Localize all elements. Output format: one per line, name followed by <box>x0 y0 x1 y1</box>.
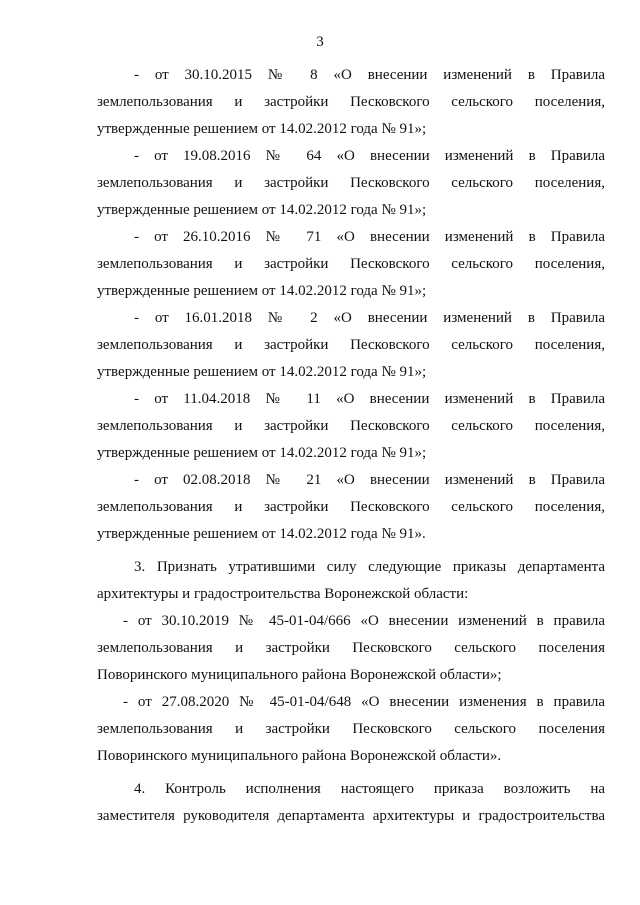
paragraph-line: архитектуры и градостроительства Воронежской области: <box>97 586 469 602</box>
entry-line: утвержденные решением от 14.02.2012 года № 91». <box>97 526 426 542</box>
page-number: 3 <box>316 34 324 50</box>
entry-line: утвержденные решением от 14.02.2012 года № 91»; <box>97 121 427 137</box>
amendment-entry-2 <box>97 143 605 224</box>
amendment-entry-6 <box>97 467 605 548</box>
entry-line: - от 02.08.2018 № 21 «О внесении изменений в Правила <box>134 472 605 488</box>
entry-line: землепользования и застройки Песковского сельского поселения, <box>97 337 605 353</box>
entry-line: - от 16.01.2018 № 2 «О внесении изменений в Правила <box>134 310 605 326</box>
entry-line: землепользования и застройки Песковского сельского поселения, <box>97 175 605 191</box>
entry-line: - от 30.10.2015 № 8 «О внесении изменений в Правила <box>134 67 605 83</box>
entry-line: - от 19.08.2016 № 64 «О внесении изменений в Правила <box>134 148 605 164</box>
order-entry-2 <box>97 689 605 770</box>
entry-line: землепользования и застройки Песковского сельского поселения, <box>97 256 605 272</box>
paragraph-line: заместителя руководителя департамента архитектуры и градостроительства <box>97 808 605 824</box>
order-line: Поворинского муниципального района Воронежской области»; <box>97 667 502 683</box>
entry-line: землепользования и застройки Песковского сельского поселения, <box>97 418 605 434</box>
paragraph-line: 3. Признать утратившими силу следующие приказы департамента <box>134 559 605 575</box>
entry-line: утвержденные решением от 14.02.2012 года № 91»; <box>97 445 427 461</box>
order-entry-1 <box>97 608 605 689</box>
section-3-paragraph <box>97 554 605 608</box>
entry-line: - от 11.04.2018 № 11 «О внесении изменений в Правила <box>134 391 605 407</box>
amendment-entry-4 <box>97 305 605 386</box>
order-line: - от 27.08.2020 № 45-01-04/648 «О внесении изменения в правила <box>123 694 605 710</box>
document-body <box>97 62 605 830</box>
order-line: - от 30.10.2019 № 45-01-04/666 «О внесении изменений в правила <box>123 613 605 629</box>
amendment-entry-1 <box>97 62 605 143</box>
order-line: Поворинского муниципального района Воронежской области». <box>97 748 502 764</box>
entry-line: утвержденные решением от 14.02.2012 года № 91»; <box>97 202 427 218</box>
entry-line: землепользования и застройки Песковского сельского поселения, <box>97 499 605 515</box>
paragraph-line: 4. Контроль исполнения настоящего приказа возложить на <box>134 781 605 797</box>
entry-line: утвержденные решением от 14.02.2012 года № 91»; <box>97 283 427 299</box>
amendment-entry-5 <box>97 386 605 467</box>
order-line: землепользования и застройки Песковского сельского поселения <box>97 640 605 656</box>
entry-line: утвержденные решением от 14.02.2012 года № 91»; <box>97 364 427 380</box>
order-line: землепользования и застройки Песковского сельского поселения <box>97 721 605 737</box>
section-4-paragraph <box>97 776 605 830</box>
amendment-entry-3 <box>97 224 605 305</box>
entry-line: - от 26.10.2016 № 71 «О внесении изменений в Правила <box>134 229 605 245</box>
entry-line: землепользования и застройки Песковского сельского поселения, <box>97 94 605 110</box>
